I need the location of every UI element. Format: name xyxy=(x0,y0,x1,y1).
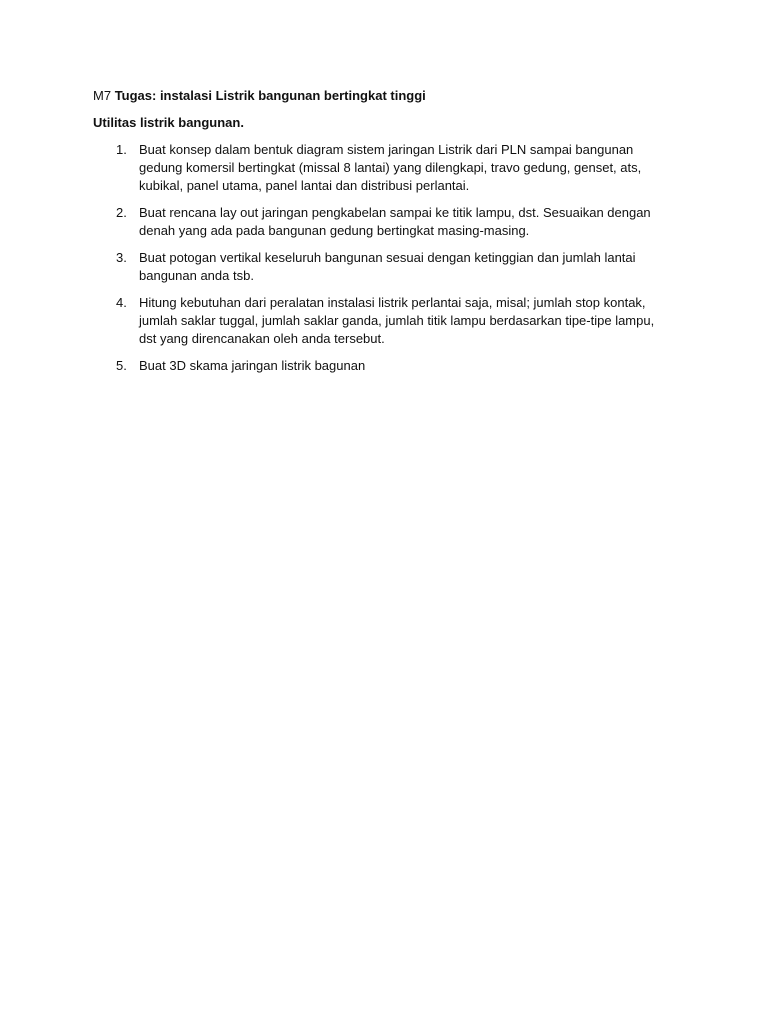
list-item-number: 5. xyxy=(116,358,127,373)
list-item-number: 1. xyxy=(116,142,127,157)
list-item-text: Buat rencana lay out jaringan pengkabelan sampai ke titik lampu, dst. Sesuaikan dengan denah yang ada pada bangunan gedung bertingkat masing-masing. xyxy=(139,205,651,238)
list-item xyxy=(93,294,673,348)
list-item xyxy=(93,204,673,240)
task-list xyxy=(93,141,673,375)
list-item-text: Buat 3D skama jaringan listrik bagunan xyxy=(139,358,366,373)
list-item-text: Buat konsep dalam bentuk diagram sistem jaringan Listrik dari PLN sampai bangunan gedung komersil bertingkat (missal 8 lantai) yang dilengkapi, travo gedung, genset, ats, kubikal, panel utama, panel lantai dan distribusi perlantai. xyxy=(139,142,642,193)
list-item-text: Buat potogan vertikal keseluruh bangunan sesuai dengan ketinggian dan jumlah lantai bangunan anda tsb. xyxy=(139,250,636,283)
list-item-number: 4. xyxy=(116,295,127,310)
list-item-number: 2. xyxy=(116,205,127,220)
document-body xyxy=(93,87,673,384)
document-subheading: Utilitas listrik bangunan. xyxy=(93,115,244,130)
list-item xyxy=(93,249,673,285)
list-item-text: Hitung kebutuhan dari peralatan instalasi listrik perlantai saja, misal; jumlah stop kontak, jumlah saklar tuggal, jumlah saklar ganda, jumlah titik lampu berdasarkan tipe-tipe lampu, dst yang direncanakan oleh anda tersebut. xyxy=(139,295,655,346)
list-item xyxy=(93,141,673,195)
list-item xyxy=(93,357,673,375)
heading-prefix: M7 xyxy=(93,88,112,103)
document-heading xyxy=(93,87,673,105)
heading-title: Tugas: instalasi Listrik bangunan bertingkat tinggi xyxy=(114,88,426,103)
list-item-number: 3. xyxy=(116,250,127,265)
